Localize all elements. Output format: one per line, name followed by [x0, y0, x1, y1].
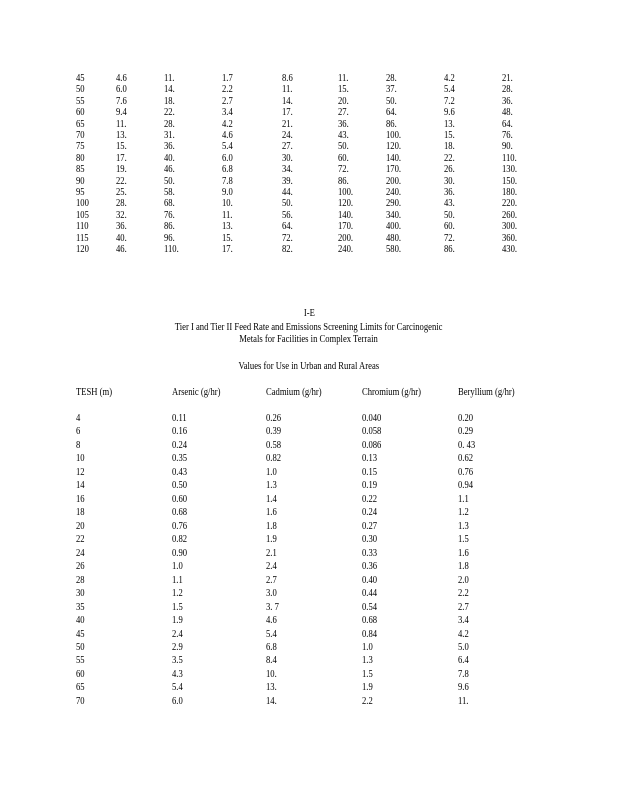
table-cell: 64. [386, 107, 397, 119]
table-cell: 6.0 [172, 695, 183, 707]
table-cell: 9.6 [444, 107, 455, 119]
table-cell: 21. [282, 118, 293, 130]
table-cell: 72. [282, 232, 293, 244]
table-cell: 30. [282, 152, 293, 164]
table-cell: 0.58 [266, 439, 282, 451]
table-cell: 65 [76, 118, 85, 130]
table-cell: 0.84 [362, 628, 378, 640]
table-cell: 0. 43 [458, 439, 476, 451]
table-cell: 0.76 [458, 466, 474, 478]
table-cell: 1.6 [266, 507, 277, 519]
table-cell: 0.19 [362, 480, 378, 492]
table-cell: 0.82 [266, 453, 282, 465]
table-cell: 55 [76, 95, 85, 107]
table-cell: 1.8 [266, 520, 277, 532]
table-cell: 26. [444, 164, 455, 176]
table-cell: 170. [386, 164, 402, 176]
table-cell: 0.68 [362, 615, 378, 627]
table-cell: 0.13 [362, 453, 378, 465]
table-cell: 260. [502, 209, 518, 221]
table-cell: 22. [164, 107, 175, 119]
table-cell: 76. [502, 130, 513, 141]
table-cell: 15. [338, 84, 349, 96]
table-cell: 430. [502, 244, 518, 255]
table-cell: 70 [76, 130, 85, 141]
table-cell: 18 [76, 507, 85, 519]
table-cell: 17. [222, 244, 233, 255]
table-cell: 30 [76, 588, 85, 600]
table-cell: 240. [338, 244, 354, 255]
table-cell: 28. [386, 73, 397, 84]
table-cell: 5.4 [172, 682, 183, 694]
table-cell: 2.7 [222, 95, 233, 107]
table-cell: 48. [502, 107, 513, 119]
table-cell: 10. [222, 198, 233, 210]
table-cell: 1.3 [458, 520, 469, 532]
table-cell: 110. [164, 244, 179, 255]
table-cell: 4.6 [116, 73, 127, 84]
table-cell: 82. [282, 244, 293, 255]
table-title-line2-text: Metals for Facilities in Complex Terrain [239, 334, 379, 345]
table-cell: 1.2 [172, 588, 183, 600]
table-cell: 0.62 [458, 453, 474, 465]
table-cell: 2.7 [266, 574, 277, 586]
table-cell: 60 [76, 107, 85, 119]
section-label [0, 308, 618, 320]
table-cell: 27. [282, 141, 293, 153]
table-cell: 40 [76, 615, 85, 627]
table-cell: 7.6 [116, 95, 127, 107]
table-cell: 28. [502, 84, 513, 96]
table-cell: 0.15 [362, 466, 378, 478]
table-cell: 100 [76, 198, 89, 210]
table-cell: 4.2 [222, 118, 233, 130]
table-cell: 86. [444, 244, 455, 255]
table-cell: 75 [76, 141, 85, 153]
table-cell: 0.24 [362, 507, 378, 519]
header-tesh: TESH (m) [76, 387, 113, 398]
table-cell: 0.040 [362, 413, 382, 424]
table-cell: 290. [386, 198, 402, 210]
table-cell: 50. [282, 198, 293, 210]
table-cell: 1.4 [266, 493, 277, 505]
table-cell: 14. [266, 695, 277, 707]
table-cell: 115 [76, 232, 89, 244]
table-cell: 2.2 [458, 588, 469, 600]
table-cell: 86. [386, 118, 397, 130]
table-cell: 0.40 [362, 574, 378, 586]
table-cell: 1.9 [362, 682, 373, 694]
table-cell: 58. [164, 187, 175, 198]
table-cell: 1.5 [458, 534, 469, 546]
table-cell: 580. [386, 244, 402, 255]
table-cell: 140. [386, 152, 402, 164]
table-cell: 6 [76, 426, 81, 438]
table-cell: 1.0 [362, 641, 373, 653]
table-cell: 130. [502, 164, 518, 176]
table-cell: 68. [164, 198, 175, 210]
table-cell: 46. [116, 244, 127, 255]
table-cell: 1.5 [172, 601, 183, 613]
table-cell: 21. [502, 73, 513, 84]
table-cell: 2.2 [362, 695, 373, 707]
table-cell: 37. [386, 84, 397, 96]
table-cell: 170. [338, 221, 354, 233]
table-cell: 65 [76, 682, 85, 694]
table-cell: 72. [444, 232, 455, 244]
table-cell: 9.4 [116, 107, 127, 119]
table-cell: 0.60 [172, 493, 188, 505]
table-cell: 0.54 [362, 601, 378, 613]
table-cell: 50. [338, 141, 349, 153]
table-subtitle-text: Values for Use in Urban and Rural Areas [238, 361, 380, 372]
table-cell: 36. [116, 221, 127, 233]
table-cell: 0.22 [362, 493, 378, 505]
table-cell: 22. [116, 175, 127, 187]
table-cell: 45 [76, 73, 85, 84]
table-cell: 150. [502, 175, 518, 187]
table-cell: 120. [338, 198, 354, 210]
table-cell: 3. 7 [266, 601, 279, 613]
table-cell: 19. [116, 164, 127, 176]
table-cell: 40. [164, 152, 175, 164]
table-cell: 3.0 [266, 588, 277, 600]
table-cell: 1.0 [172, 561, 183, 573]
table-cell: 2.9 [172, 641, 183, 653]
table-cell: 2.0 [458, 574, 469, 586]
table-cell: 13. [266, 682, 277, 694]
table-cell: 15. [116, 141, 127, 153]
table-cell: 50. [164, 175, 175, 187]
table-cell: 28. [116, 198, 127, 210]
table-cell: 200. [338, 232, 354, 244]
table-cell: 36. [338, 118, 349, 130]
table-cell: 85 [76, 164, 85, 176]
table-cell: 24 [76, 547, 85, 559]
table-cell: 4.2 [444, 73, 455, 84]
table-cell: 13. [222, 221, 233, 233]
table-cell: 11. [116, 118, 127, 130]
table-cell: 22 [76, 534, 85, 546]
table-cell: 1.9 [172, 615, 183, 627]
table-cell: 8 [76, 439, 81, 451]
table-cell: 5.4 [266, 628, 277, 640]
table-cell: 76. [164, 209, 175, 221]
table-cell: 50 [76, 84, 85, 96]
table-cell: 15. [444, 130, 455, 141]
table-cell: 46. [164, 164, 175, 176]
table-cell: 1.3 [362, 655, 373, 667]
table-cell: 1.0 [266, 466, 277, 478]
table-cell: 86. [164, 221, 175, 233]
table-cell: 0.76 [172, 520, 188, 532]
table-cell: 60. [444, 221, 455, 233]
table-cell: 10. [266, 668, 277, 680]
table-cell: 1.3 [266, 480, 277, 492]
table-cell: 0.33 [362, 547, 378, 559]
table-cell: 3.5 [172, 655, 183, 667]
table-cell: 15. [222, 232, 233, 244]
table-cell: 180. [502, 187, 518, 198]
table-cell: 10 [76, 453, 85, 465]
table-cell: 6.4 [458, 655, 469, 667]
table-cell: 120. [386, 141, 402, 153]
table-cell: 340. [386, 209, 402, 221]
table-cell: 0.20 [458, 413, 474, 424]
table-cell: 56. [282, 209, 293, 221]
table-cell: 35 [76, 601, 85, 613]
table-cell: 3.4 [222, 107, 233, 119]
table-cell: 14. [164, 84, 175, 96]
table-cell: 24. [282, 130, 293, 141]
table-cell: 20 [76, 520, 85, 532]
table-cell: 90 [76, 175, 85, 187]
table-cell: 80 [76, 152, 85, 164]
table-cell: 0.39 [266, 426, 282, 438]
table-cell: 11. [338, 73, 349, 84]
header-chromium: Chromium (g/hr) [362, 387, 422, 398]
table-cell: 72. [338, 164, 349, 176]
table-cell: 45 [76, 628, 85, 640]
table-cell: 0.30 [362, 534, 378, 546]
table-cell: 1.5 [362, 668, 373, 680]
table-cell: 50 [76, 641, 85, 653]
table-cell: 16 [76, 493, 85, 505]
table-cell: 100. [386, 130, 402, 141]
table-cell: 31. [164, 130, 175, 141]
table-cell: 11. [282, 84, 293, 96]
table-cell: 4.3 [172, 668, 183, 680]
table-cell: 2.7 [458, 601, 469, 613]
table-cell: 39. [282, 175, 293, 187]
table-cell: 110. [502, 152, 517, 164]
table-cell: 34. [282, 164, 293, 176]
table-cell: 55 [76, 655, 85, 667]
table-cell: 64. [282, 221, 293, 233]
table-cell: 70 [76, 695, 85, 707]
table-cell: 220. [502, 198, 518, 210]
table-cell: 4.6 [266, 615, 277, 627]
table-cell: 4.6 [222, 130, 233, 141]
table-cell: 43. [444, 198, 455, 210]
table-cell: 8.6 [282, 73, 293, 84]
table-cell: 1.8 [458, 561, 469, 573]
table-cell: 11. [458, 695, 469, 707]
header-arsenic: Arsenic (g/hr) [172, 387, 221, 398]
section-label-text: I-E [303, 308, 315, 319]
header-cadmium: Cadmium (g/hr) [266, 387, 322, 398]
table-cell: 6.8 [266, 641, 277, 653]
table-cell: 2.4 [172, 628, 183, 640]
table-cell: 9.0 [222, 187, 233, 198]
table-cell: 14. [282, 95, 293, 107]
header-beryllium: Beryllium (g/hr) [458, 387, 515, 398]
table-cell: 100. [338, 187, 354, 198]
table-cell: 50. [386, 95, 397, 107]
table-cell: 5.4 [444, 84, 455, 96]
table-cell: 20. [338, 95, 349, 107]
table-cell: 0.27 [362, 520, 378, 532]
table-cell: 50. [444, 209, 455, 221]
table-cell: 22. [444, 152, 455, 164]
table-cell: 28. [164, 118, 175, 130]
table-cell: 13. [116, 130, 127, 141]
table-cell: 0.90 [172, 547, 188, 559]
table-cell: 40. [116, 232, 127, 244]
table-cell: 95 [76, 187, 85, 198]
table-cell: 11. [164, 73, 175, 84]
table-cell: 86. [338, 175, 349, 187]
table-cell: 11. [222, 209, 233, 221]
table-cell: 7.8 [222, 175, 233, 187]
table-cell: 240. [386, 187, 402, 198]
table-cell: 5.0 [458, 641, 469, 653]
table-cell: 8.4 [266, 655, 277, 667]
table-cell: 0.68 [172, 507, 188, 519]
table-cell: 1.1 [458, 493, 469, 505]
table-cell: 0.82 [172, 534, 188, 546]
table-cell: 1.7 [222, 73, 233, 84]
table-cell: 0.086 [362, 439, 382, 451]
table-cell: 0.94 [458, 480, 474, 492]
table-cell: 120 [76, 244, 89, 255]
table-title-line1 [0, 322, 618, 334]
table-cell: 0.26 [266, 413, 282, 424]
table-title-line2 [0, 334, 618, 346]
table-cell: 0.35 [172, 453, 188, 465]
table-cell: 0.11 [172, 413, 187, 424]
table-cell: 400. [386, 221, 402, 233]
table-cell: 1.6 [458, 547, 469, 559]
table-cell: 17. [282, 107, 293, 119]
table-cell: 36. [444, 187, 455, 198]
table-cell: 140. [338, 209, 354, 221]
table-cell: 1.9 [266, 534, 277, 546]
table-cell: 4 [76, 413, 81, 424]
table-cell: 5.4 [222, 141, 233, 153]
table-cell: 7.8 [458, 668, 469, 680]
table-cell: 200. [386, 175, 402, 187]
table-cell: 7.2 [444, 95, 455, 107]
table-cell: 0.29 [458, 426, 474, 438]
table-cell: 60. [338, 152, 349, 164]
table-cell: 13. [444, 118, 455, 130]
table-cell: 43. [338, 130, 349, 141]
table-cell: 44. [282, 187, 293, 198]
table-cell: 18. [164, 95, 175, 107]
table-cell: 0.44 [362, 588, 378, 600]
table-cell: 64. [502, 118, 513, 130]
table-cell: 4.2 [458, 628, 469, 640]
table-cell: 26 [76, 561, 85, 573]
table-cell: 480. [386, 232, 402, 244]
table-cell: 6.0 [222, 152, 233, 164]
table-title-line1-text: Tier I and Tier II Feed Rate and Emissions Screening Limits for Carcinogenic [175, 322, 443, 333]
table-cell: 32. [116, 209, 127, 221]
table-cell: 36. [164, 141, 175, 153]
table-cell: 2.1 [266, 547, 277, 559]
table-cell: 28 [76, 574, 85, 586]
table-cell: 6.0 [116, 84, 127, 96]
table-cell: 6.8 [222, 164, 233, 176]
table-cell: 110 [76, 221, 89, 233]
table-cell: 300. [502, 221, 518, 233]
table-subtitle [0, 361, 618, 373]
table-cell: 60 [76, 668, 85, 680]
table-cell: 36. [502, 95, 513, 107]
table-cell: 1.2 [458, 507, 469, 519]
table-cell: 0.50 [172, 480, 188, 492]
table-cell: 18. [444, 141, 455, 153]
table-cell: 105 [76, 209, 89, 221]
table-cell: 96. [164, 232, 175, 244]
table-cell: 1.1 [172, 574, 183, 586]
table-cell: 90. [502, 141, 513, 153]
table-cell: 25. [116, 187, 127, 198]
table-cell: 0.16 [172, 426, 188, 438]
table-cell: 0.24 [172, 439, 188, 451]
table-cell: 30. [444, 175, 455, 187]
table-cell: 12 [76, 466, 85, 478]
table-cell: 0.43 [172, 466, 188, 478]
table-cell: 14 [76, 480, 85, 492]
table-cell: 27. [338, 107, 349, 119]
table-cell: 360. [502, 232, 518, 244]
table-cell: 9.6 [458, 682, 469, 694]
table-cell: 2.4 [266, 561, 277, 573]
table-cell: 0.36 [362, 561, 378, 573]
table-cell: 2.2 [222, 84, 233, 96]
table-cell: 0.058 [362, 426, 382, 438]
table-cell: 3.4 [458, 615, 469, 627]
table-cell: 17. [116, 152, 127, 164]
